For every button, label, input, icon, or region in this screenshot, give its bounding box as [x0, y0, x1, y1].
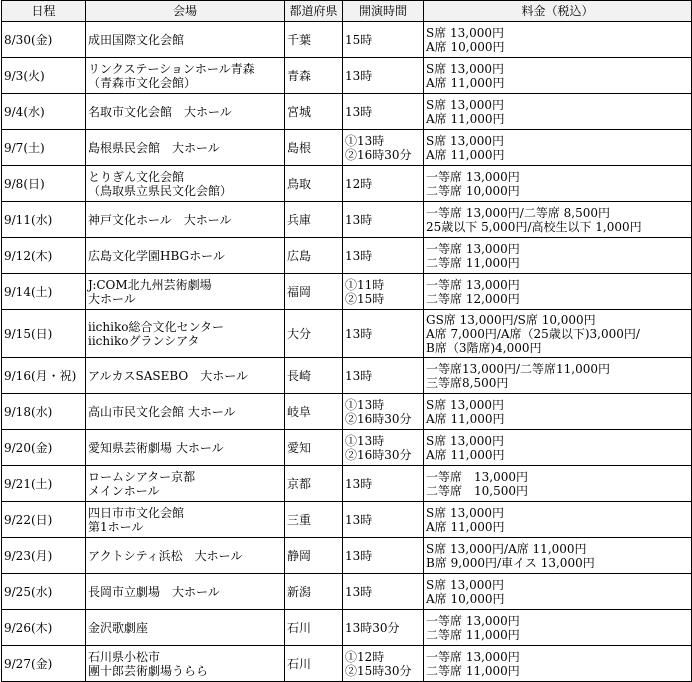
prefecture-cell: 福岡	[285, 274, 343, 310]
time-cell	[343, 610, 424, 646]
prefecture-cell: 愛知	[285, 430, 343, 466]
time-cell	[343, 58, 424, 94]
prefecture-cell: 岐阜	[285, 394, 343, 430]
price-line: S席 13,000円/A席 11,000円	[426, 541, 587, 556]
time-cell	[343, 358, 424, 394]
time-line: 15時	[345, 32, 373, 47]
price-cell	[424, 310, 692, 358]
table-row	[2, 94, 692, 130]
venue-line: （鳥取県立県民文化会館）	[88, 183, 233, 198]
price-line: 二等席 10,500円	[426, 483, 528, 498]
prefecture-cell: 新潟	[285, 574, 343, 610]
date-cell: 9/16(月・祝)	[2, 358, 86, 394]
price-line: S席 13,000円	[426, 97, 505, 112]
price-cell	[424, 94, 692, 130]
table-row	[2, 310, 692, 358]
venue-cell	[86, 238, 285, 274]
venue-line: メインホール	[88, 483, 160, 498]
time-cell	[343, 502, 424, 538]
table-row	[2, 502, 692, 538]
prefecture-cell: 石川	[285, 610, 343, 646]
price-cell	[424, 610, 692, 646]
price-cell	[424, 202, 692, 238]
price-line: A席 7,000円/A席（25歳以下)3,000円/	[426, 326, 640, 341]
prefecture-cell: 長崎	[285, 358, 343, 394]
venue-line: とりぎん文化会館	[88, 169, 185, 184]
date-cell: 9/4(水)	[2, 94, 86, 130]
price-line: 25歳以下 5,000円/高校生以下 1,000円	[426, 219, 642, 234]
venue-line: 島根県民会館 大ホール	[88, 140, 220, 155]
time-cell	[343, 238, 424, 274]
time-cell	[343, 646, 424, 682]
price-line: S席 13,000円	[426, 25, 505, 40]
price-cell	[424, 22, 692, 58]
table-row	[2, 22, 692, 58]
header-time: 開演時間	[343, 1, 424, 22]
time-line: ①13時	[345, 433, 385, 448]
price-cell	[424, 538, 692, 574]
price-line: 二等席 11,000円	[426, 627, 520, 642]
price-line: 一等席 13,000円	[426, 649, 520, 664]
price-line: 一等席 13,000円/二等席 8,500円	[426, 205, 611, 220]
date-cell: 9/18(水)	[2, 394, 86, 430]
time-cell	[343, 574, 424, 610]
date-cell: 9/3(火)	[2, 58, 86, 94]
date-cell: 9/15(日)	[2, 310, 86, 358]
time-line: ②15時	[345, 291, 385, 306]
price-line: A席 10,000円	[426, 39, 505, 54]
date-cell: 9/14(土)	[2, 274, 86, 310]
venue-line: 石川県小松市	[88, 649, 161, 664]
time-line: ①12時	[345, 649, 385, 664]
table-row	[2, 238, 692, 274]
prefecture-cell: 大分	[285, 310, 343, 358]
date-cell: 9/25(水)	[2, 574, 86, 610]
venue-cell	[86, 166, 285, 202]
schedule-body	[2, 22, 692, 682]
table-row	[2, 574, 692, 610]
price-line: 二等席 11,000円	[426, 255, 520, 270]
venue-line: 金沢歌劇座	[88, 620, 149, 635]
price-line: 一等席 13,000円	[426, 241, 520, 256]
venue-cell	[86, 202, 285, 238]
price-line: 二等席 10,000円	[426, 183, 520, 198]
prefecture-cell: 兵庫	[285, 202, 343, 238]
venue-line: リンクステーションホール青森	[88, 61, 255, 76]
price-line: GS席 13,000円/S席 10,000円	[426, 312, 596, 327]
prefecture-cell: 島根	[285, 130, 343, 166]
venue-line: 広島文化学園HBGホール	[88, 248, 225, 263]
time-cell	[343, 202, 424, 238]
header-prefecture: 都道府県	[285, 1, 343, 22]
prefecture-cell: 広島	[285, 238, 343, 274]
price-cell	[424, 274, 692, 310]
time-line: ①13時	[345, 133, 385, 148]
price-cell	[424, 238, 692, 274]
venue-cell	[86, 310, 285, 358]
time-line: 13時	[345, 512, 373, 527]
venue-cell	[86, 394, 285, 430]
table-row	[2, 274, 692, 310]
time-line: 13時	[345, 68, 373, 83]
venue-line: 長岡市立劇場 大ホール	[88, 584, 220, 599]
time-cell	[343, 22, 424, 58]
table-row	[2, 430, 692, 466]
venue-line: ロームシアター京都	[88, 469, 196, 484]
price-cell	[424, 466, 692, 502]
venue-line: 神戸文化ホール 大ホール	[88, 212, 232, 227]
price-line: 一等席 13,000円	[426, 613, 520, 628]
time-cell	[343, 166, 424, 202]
time-cell	[343, 94, 424, 130]
date-cell: 9/8(日)	[2, 166, 86, 202]
price-line: A席 11,000円	[426, 111, 505, 126]
date-cell: 9/26(木)	[2, 610, 86, 646]
date-cell: 9/12(木)	[2, 238, 86, 274]
date-cell: 8/30(金)	[2, 22, 86, 58]
venue-line: iichikoグランシアタ	[88, 333, 200, 348]
date-cell: 9/20(金)	[2, 430, 86, 466]
table-row	[2, 58, 692, 94]
time-cell	[343, 538, 424, 574]
venue-cell	[86, 130, 285, 166]
price-line: S席 13,000円	[426, 433, 505, 448]
price-line: 二等席 11,000円	[426, 663, 520, 678]
venue-line: アクトシティ浜松 大ホール	[88, 548, 243, 563]
venue-cell	[86, 466, 285, 502]
time-line: 13時	[345, 212, 373, 227]
date-cell: 9/7(土)	[2, 130, 86, 166]
time-line: 13時30分	[345, 620, 400, 635]
venue-cell	[86, 94, 285, 130]
venue-cell	[86, 610, 285, 646]
table-row	[2, 202, 692, 238]
date-cell: 9/23(月)	[2, 538, 86, 574]
time-line: 13時	[345, 548, 373, 563]
venue-line: 四日市市文化会館	[88, 505, 185, 520]
header-price: 料金（税込）	[424, 1, 692, 22]
venue-line: （青森市文化会館）	[88, 75, 197, 90]
price-cell	[424, 430, 692, 466]
date-cell: 9/11(水)	[2, 202, 86, 238]
price-line: 一等席 13,000円	[426, 277, 520, 292]
price-line: A席 10,000円	[426, 591, 505, 606]
price-line: A席 11,000円	[426, 411, 505, 426]
prefecture-cell: 石川	[285, 646, 343, 682]
price-cell	[424, 502, 692, 538]
venue-cell	[86, 538, 285, 574]
price-line: 二等席 12,000円	[426, 291, 520, 306]
time-line: ②16時30分	[345, 411, 412, 426]
price-line: 一等席 13,000円	[426, 169, 520, 184]
prefecture-cell: 千葉	[285, 22, 343, 58]
time-line: ①13時	[345, 397, 385, 412]
time-line: 13時	[345, 476, 373, 491]
venue-cell	[86, 574, 285, 610]
time-cell	[343, 394, 424, 430]
price-line: B席 9,000円/車イス 13,000円	[426, 555, 595, 570]
time-line: 13時	[345, 326, 373, 341]
price-line: S席 13,000円	[426, 397, 505, 412]
price-line: S席 13,000円	[426, 133, 505, 148]
venue-line: 大ホール	[88, 291, 136, 306]
table-row	[2, 610, 692, 646]
venue-cell	[86, 274, 285, 310]
time-cell	[343, 310, 424, 358]
time-cell	[343, 130, 424, 166]
price-cell	[424, 166, 692, 202]
venue-line: 成田国際文化会館	[88, 32, 185, 47]
venue-line: 高山市民文化会館 大ホール	[88, 404, 236, 419]
time-cell	[343, 466, 424, 502]
venue-line: 愛知県芸術劇場 大ホール	[88, 440, 224, 455]
venue-line: 名取市文化会館 大ホール	[88, 104, 232, 119]
time-line: 13時	[345, 104, 373, 119]
date-cell: 9/21(土)	[2, 466, 86, 502]
venue-cell	[86, 430, 285, 466]
header-date: 日程	[2, 1, 86, 22]
prefecture-cell: 青森	[285, 58, 343, 94]
table-row	[2, 394, 692, 430]
price-line: A席 11,000円	[426, 75, 505, 90]
price-line: S席 13,000円	[426, 61, 505, 76]
price-cell	[424, 58, 692, 94]
price-line: S席 13,000円	[426, 577, 505, 592]
price-line: S席 13,000円	[426, 505, 505, 520]
venue-cell	[86, 646, 285, 682]
time-cell	[343, 430, 424, 466]
table-row	[2, 646, 692, 682]
venue-line: アルカスSASEBO 大ホール	[88, 368, 249, 383]
time-line: 13時	[345, 584, 373, 599]
venue-cell	[86, 22, 285, 58]
price-cell	[424, 130, 692, 166]
prefecture-cell: 鳥取	[285, 166, 343, 202]
schedule-table	[1, 0, 692, 682]
price-cell	[424, 394, 692, 430]
table-row	[2, 466, 692, 502]
header-row	[2, 1, 692, 22]
price-line: 一等席 13,000円	[426, 469, 528, 484]
price-line: 一等席13,000円/二等席11,000円	[426, 361, 611, 376]
time-cell	[343, 274, 424, 310]
price-cell	[424, 574, 692, 610]
time-line: ①11時	[345, 277, 385, 292]
date-cell: 9/27(金)	[2, 646, 86, 682]
price-cell	[424, 358, 692, 394]
time-line: ②15時30分	[345, 663, 412, 678]
table-row	[2, 538, 692, 574]
price-line: B席（3階席)4,000円	[426, 340, 542, 355]
time-line: 12時	[345, 176, 373, 191]
date-cell: 9/22(日)	[2, 502, 86, 538]
prefecture-cell: 静岡	[285, 538, 343, 574]
header-venue: 会場	[86, 1, 285, 22]
price-line: A席 11,000円	[426, 447, 505, 462]
price-line: A席 11,000円	[426, 519, 505, 534]
time-line: 13時	[345, 368, 373, 383]
price-cell	[424, 646, 692, 682]
venue-line: J:COM北九州芸術劇場	[88, 277, 212, 292]
time-line: ②16時30分	[345, 147, 412, 162]
table-row	[2, 166, 692, 202]
prefecture-cell: 三重	[285, 502, 343, 538]
table-row	[2, 130, 692, 166]
venue-cell	[86, 358, 285, 394]
venue-line: 第1ホール	[88, 519, 144, 534]
prefecture-cell: 京都	[285, 466, 343, 502]
venue-cell	[86, 502, 285, 538]
table-row	[2, 358, 692, 394]
price-line: 三等席8,500円	[426, 375, 509, 390]
price-line: A席 11,000円	[426, 147, 505, 162]
time-line: 13時	[345, 248, 373, 263]
venue-line: iichiko総合文化センター	[88, 319, 224, 334]
time-line: ②16時30分	[345, 447, 412, 462]
venue-line: 團十郎芸術劇場うらら	[88, 663, 209, 678]
venue-cell	[86, 58, 285, 94]
prefecture-cell: 宮城	[285, 94, 343, 130]
